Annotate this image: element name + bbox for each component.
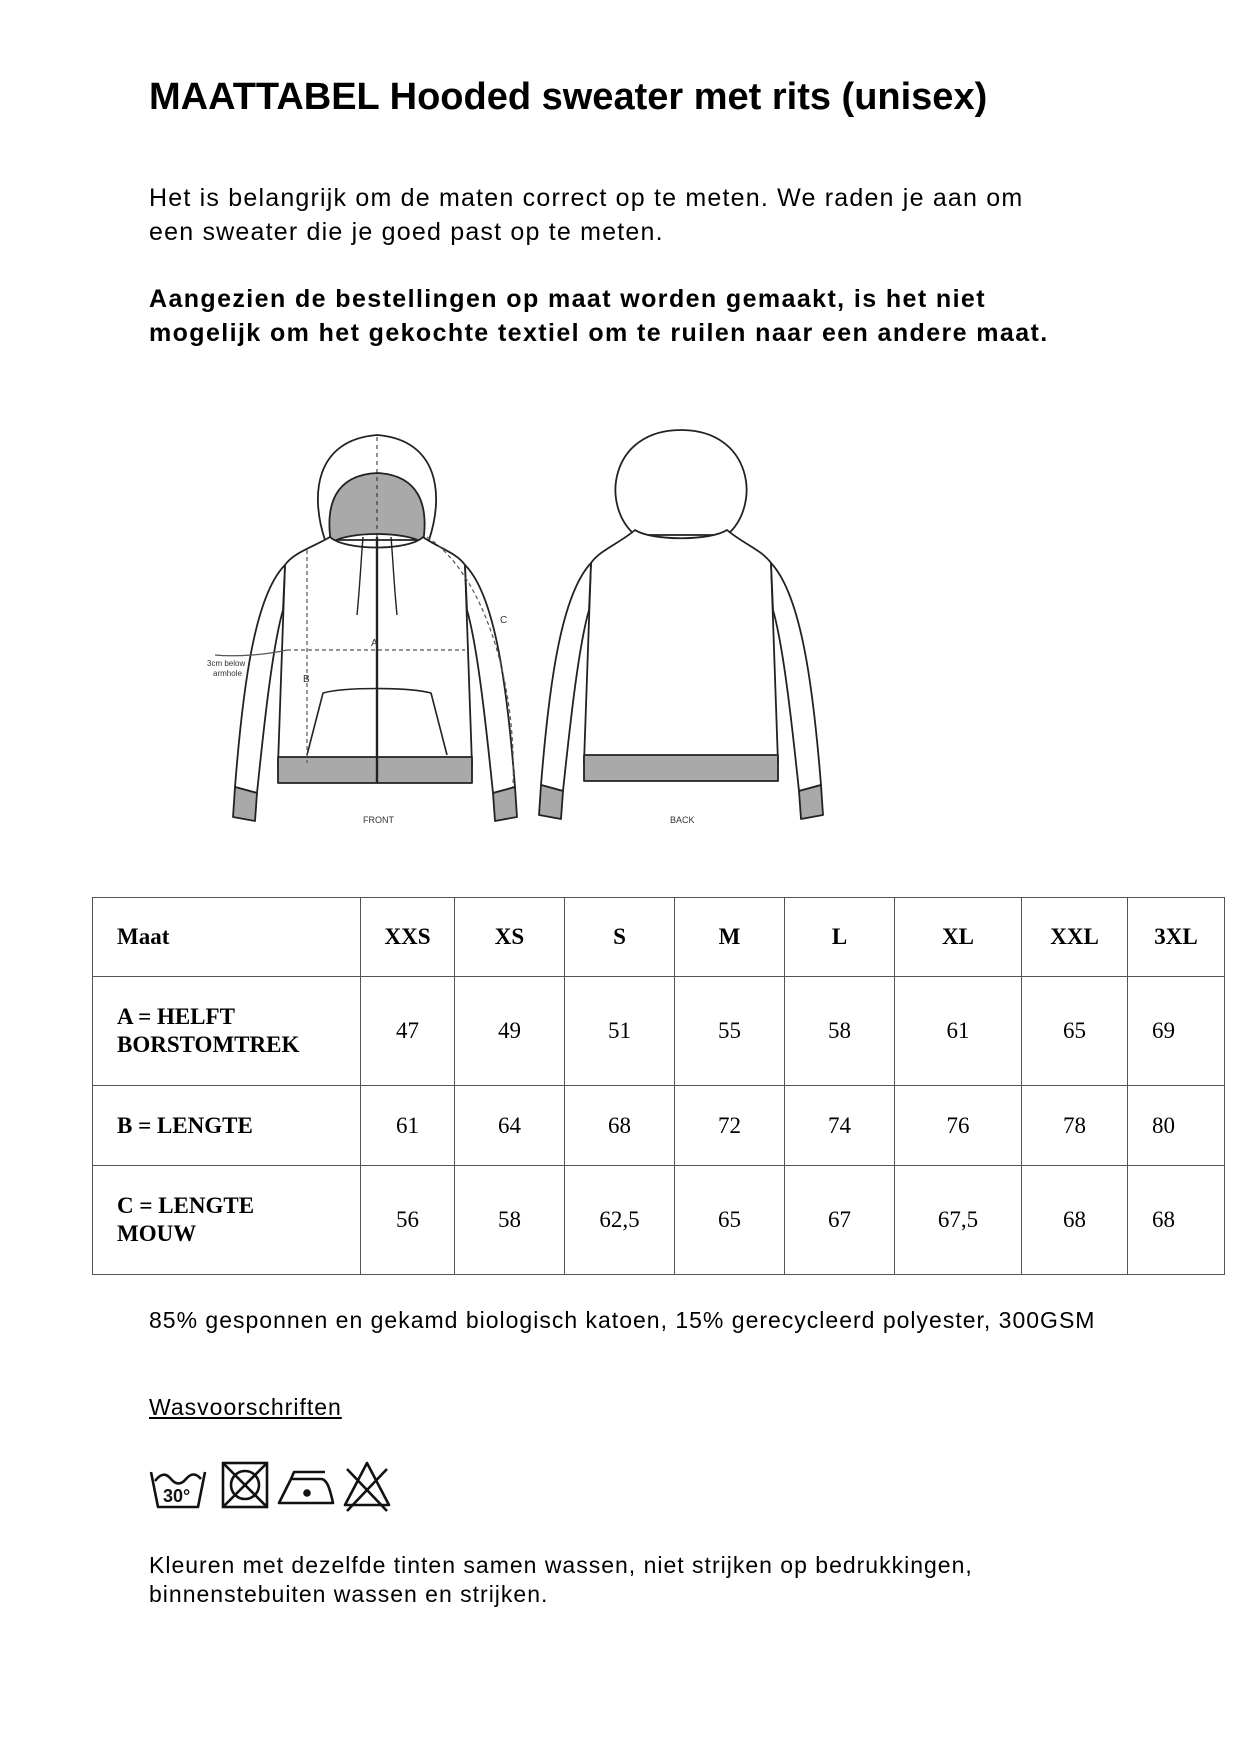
table-cell: 80 bbox=[1128, 1086, 1225, 1166]
iron-low-icon bbox=[279, 1472, 333, 1503]
size-table bbox=[92, 897, 1225, 1275]
size-column-header: XS bbox=[455, 898, 565, 977]
table-cell: 51 bbox=[565, 977, 675, 1086]
material-composition: 85% gesponnen en gekamd biologisch katoen, 15% gerecycleerd polyester, 300GSM bbox=[149, 1307, 1096, 1333]
table-row bbox=[93, 977, 1225, 1086]
hoodie-diagram bbox=[195, 425, 835, 830]
size-column-header: XXL bbox=[1022, 898, 1128, 977]
wash-instructions-heading: Wasvoorschriften bbox=[149, 1394, 342, 1420]
row-label-line: C = LENGTE bbox=[117, 1193, 255, 1218]
size-header-label: Maat bbox=[93, 898, 361, 977]
table-cell: 65 bbox=[1022, 977, 1128, 1086]
front-label: FRONT bbox=[363, 815, 394, 825]
table-cell: 61 bbox=[361, 1086, 455, 1166]
table-cell: 58 bbox=[785, 977, 895, 1086]
row-label-line: A = HELFT bbox=[117, 1004, 235, 1029]
table-cell: 78 bbox=[1022, 1086, 1128, 1166]
table-cell: 49 bbox=[455, 977, 565, 1086]
table-cell: 47 bbox=[361, 977, 455, 1086]
back-label: BACK bbox=[670, 815, 695, 825]
hoodie-back-drawing bbox=[539, 430, 823, 819]
table-row bbox=[93, 1166, 1225, 1275]
hoodie-front-drawing bbox=[233, 435, 517, 821]
table-cell: 58 bbox=[455, 1166, 565, 1275]
table-cell: 68 bbox=[565, 1086, 675, 1166]
table-cell: 55 bbox=[675, 977, 785, 1086]
table-cell: 67,5 bbox=[895, 1166, 1022, 1275]
table-cell: 68 bbox=[1128, 1166, 1225, 1275]
armhole-note-line1: 3cm below bbox=[207, 659, 246, 668]
size-header-row bbox=[93, 898, 1225, 977]
row-label bbox=[93, 977, 361, 1086]
care-symbols bbox=[149, 1459, 409, 1517]
table-cell: 74 bbox=[785, 1086, 895, 1166]
wash-temperature: 30° bbox=[163, 1486, 191, 1506]
intro-text: Het is belangrijk om de maten correct op te meten. We raden je aan om een sweater die je goed past op te meten. bbox=[149, 184, 1024, 246]
table-row bbox=[93, 1086, 1225, 1166]
row-label-line: MOUW bbox=[117, 1221, 197, 1246]
row-label-line: B = LENGTE bbox=[117, 1112, 253, 1138]
table-cell: 67 bbox=[785, 1166, 895, 1275]
table-cell: 62,5 bbox=[565, 1166, 675, 1275]
table-cell: 65 bbox=[675, 1166, 785, 1275]
wash-note: Kleuren met dezelfde tinten samen wassen, niet strijken op bedrukkingen, binnenstebuiten wassen en strijken. bbox=[149, 1552, 973, 1607]
table-cell: 72 bbox=[675, 1086, 785, 1166]
size-column-header: M bbox=[675, 898, 785, 977]
row-label bbox=[93, 1166, 361, 1275]
measure-a-label: A bbox=[371, 638, 378, 649]
size-column-header: L bbox=[785, 898, 895, 977]
measure-b-label: B bbox=[303, 674, 310, 685]
table-cell: 64 bbox=[455, 1086, 565, 1166]
row-label-line: BORSTOMTREK bbox=[117, 1032, 300, 1057]
exchange-notice: Aangezien de bestellingen op maat worden gemaakt, is het niet mogelijk om het gekochte textiel om te ruilen naar een andere maat. bbox=[149, 285, 1049, 347]
size-column-header: XXS bbox=[361, 898, 455, 977]
size-column-header: XL bbox=[895, 898, 1022, 977]
table-cell: 68 bbox=[1022, 1166, 1128, 1275]
page-title: MAATTABEL Hooded sweater met rits (unisex) bbox=[149, 76, 988, 118]
size-column-header: S bbox=[565, 898, 675, 977]
table-cell: 61 bbox=[895, 977, 1022, 1086]
no-bleach-icon bbox=[345, 1463, 389, 1511]
size-column-header: 3XL bbox=[1128, 898, 1225, 977]
table-cell: 69 bbox=[1128, 977, 1225, 1086]
measure-c-label: C bbox=[500, 615, 508, 626]
row-label bbox=[93, 1086, 361, 1166]
table-cell: 56 bbox=[361, 1166, 455, 1275]
no-tumble-dry-icon bbox=[223, 1463, 267, 1507]
armhole-note-line2: armhole bbox=[213, 669, 242, 678]
table-cell: 76 bbox=[895, 1086, 1022, 1166]
wash-30-icon bbox=[151, 1472, 205, 1507]
